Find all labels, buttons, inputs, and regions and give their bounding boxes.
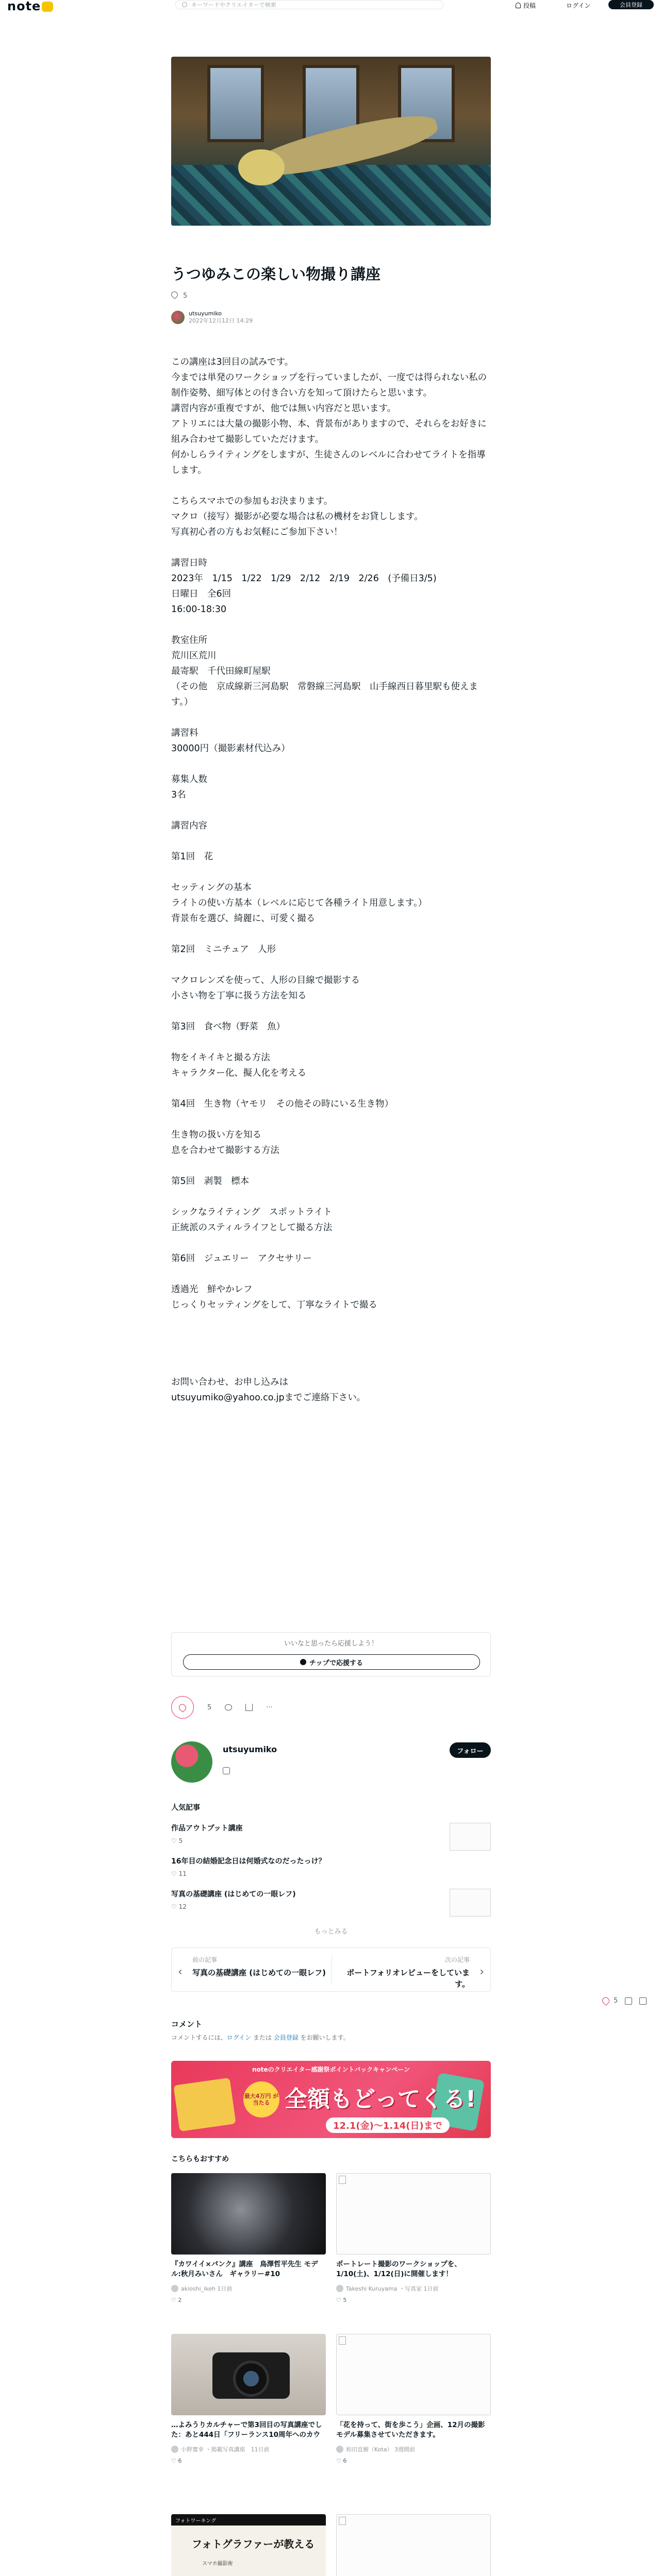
login-link[interactable]: ログイン bbox=[566, 2, 591, 9]
card-thumbnail: フォトワーキング フォトグラファーが教える スマホ撮影術 bbox=[171, 2514, 326, 2576]
comment-icon[interactable] bbox=[225, 1704, 232, 1710]
share-icon[interactable] bbox=[245, 1704, 253, 1711]
like-count: 5 bbox=[207, 1703, 212, 1711]
logo-mascot-icon bbox=[42, 2, 53, 12]
recommend-card[interactable]: …よみうりカルチャーで第3回目の写真講座でした：あと444日「フリーランス10周年へのカウ 小野寛幸 ・掲載写真講座 11日前 ♡ 6 bbox=[171, 2334, 326, 2464]
article-title: うつゆみこの楽しい物撮り講座 bbox=[171, 265, 381, 283]
comment-icon[interactable] bbox=[625, 1997, 632, 2005]
chevron-left-icon[interactable]: ‹ bbox=[178, 1965, 183, 1978]
pen-icon bbox=[516, 3, 521, 8]
note-logo[interactable]: note bbox=[7, 0, 53, 13]
article-body: この講座は3回目の試みです。 今までは単発のワークショップを行っていましたが、一度では得られない私の制作姿勢、細写体との付き合い方を知って頂けたらと思います。 講習内容が重複ですが、他では無い内容だと思います。 アトリエには大量の撮影小物、本、背景布がありますので、それらをお好きに組み合わせて撮影していただけます。 何かしらライティングをしますが、生徒さんのレベルに合わせてライトを指導します。 こちらスマホでの参加もお決まります。 マクロ（接写）撮影が必要な場合は私の機材をお貸しします。 写真初心者の方もお気軽にご参加下さい！ 講習日時 2023年 1/15 1/22 1/29 2/12 2/19 2/26 (予備日3/5) 日曜日 全6回 16:00-18:30 教室住所 荒川区荒川 最寄駅 千代田線町屋駅 （その他 京成線新三河島駅 常磐線三河島駅 山手線西日暮里駅も使えます。） 講習料 30000円（撮影素材代込み） 募集人数 3名 講習内容 第1回 花 セッティングの基本 ライトの使い方基本（レベルに応じて各種ライト用意します。） 背景布を選び、綺麗に、可愛く撮る 第2回 ミニチュア 人形 マクロレンズを使って、人形の目線で撮影する 小さい物を丁寧に扱う方法を知る 第3回 食べ物（野菜 魚） 物をイキイキと撮る方法 キャラクター化、擬人化を考える 第4回 生き物（ヤモリ その他その時にいる生き物） 生き物の扱い方を知る 息を合わせて撮影する方法 第5回 剥製 標本 シックなライティング スポットライト 正統派のスティルライフとして撮る方法 第6回 ジュエリー アクセサリー 透過光 鮮やかレフ じっくりセッティングをして、丁寧なライトで撮る お問い合わせ、お申し込みは utsuyumiko@yahoo.co.jpまでご連絡下さい。 bbox=[171, 357, 487, 1403]
signup-button[interactable]: 会員登録 bbox=[608, 0, 654, 9]
creator-avatar[interactable] bbox=[171, 1741, 212, 1783]
recommend-card[interactable] bbox=[171, 2514, 326, 2576]
campaign-banner[interactable] bbox=[171, 2061, 491, 2138]
popular-likes: ♡ 5 bbox=[171, 1837, 183, 1844]
heart-icon bbox=[170, 290, 179, 299]
comments-note: コメントするには、ログイン または 会員登録 をお願いします。 bbox=[171, 2034, 350, 2041]
card-thumbnail bbox=[336, 2334, 491, 2415]
coin-icon bbox=[300, 1659, 306, 1665]
more-icon[interactable]: ··· bbox=[266, 1703, 273, 1711]
card-thumbnail bbox=[171, 2334, 326, 2415]
card-thumbnail bbox=[336, 2173, 491, 2255]
popular-thumbnail bbox=[450, 1823, 491, 1851]
avatar[interactable] bbox=[171, 311, 185, 324]
prev-article[interactable]: 前の記事 写真の基礎講座 (はじめての一眼レフ) bbox=[192, 1956, 326, 1977]
share-icon[interactable] bbox=[639, 1997, 647, 2005]
like-button[interactable] bbox=[171, 1696, 194, 1719]
next-article[interactable]: 次の記事 ポートフォリオレビューをしています。 bbox=[346, 1956, 470, 1989]
avatar bbox=[171, 2446, 178, 2453]
recommend-card[interactable]: 『カワイイ×パンク』講座 鳥澤哲平先生 モデル:秋月みいさん ギャラリー#10 akioshi_ikeh 1日前 ♡ 2 bbox=[171, 2173, 326, 2303]
popular-item[interactable]: 写真の基礎講座 (はじめての一眼レフ) ♡ 12 bbox=[171, 1889, 491, 1916]
follow-button[interactable]: フォロー bbox=[450, 1742, 491, 1758]
article-actions bbox=[171, 1696, 273, 1719]
search-placeholder: キーワードやクリエイターで検索 bbox=[191, 2, 276, 8]
top-header bbox=[0, 0, 662, 11]
author-name[interactable]: utsuyumiko bbox=[189, 310, 222, 317]
recommend-card[interactable]: 「花を持って、街を歩こう」企画、12月の撮影モデル募集させていただきます。 和田直樹（Kota） 3週間前 ♡ 6 bbox=[336, 2334, 491, 2464]
card-thumbnail bbox=[171, 2173, 326, 2255]
more-link[interactable]: もっとみる bbox=[314, 1928, 348, 1936]
avatar bbox=[171, 2285, 178, 2292]
tip-button[interactable]: チップで応援する bbox=[183, 1654, 480, 1670]
support-label: いいなと思ったら応援しよう！ bbox=[284, 1640, 378, 1648]
hero-image bbox=[171, 57, 491, 226]
chevron-right-icon[interactable]: › bbox=[479, 1965, 484, 1978]
avatar bbox=[336, 2446, 343, 2453]
support-box bbox=[171, 1632, 491, 1676]
banner-date: 12.1(金)〜1.14(日)まで bbox=[326, 2117, 450, 2133]
heart-icon[interactable] bbox=[601, 1996, 610, 2006]
banner-ribbon: noteのクリエイター感謝祭ポイントバックキャンペーン bbox=[252, 2066, 410, 2073]
signup-link[interactable]: 会員登録 bbox=[273, 2034, 299, 2041]
popular-item[interactable]: 作品アウトプット講座 ♡ 5 bbox=[171, 1823, 491, 1850]
avatar bbox=[336, 2285, 343, 2292]
author-row[interactable] bbox=[171, 310, 253, 325]
comments-heading: コメント bbox=[171, 2020, 203, 2029]
creator-card bbox=[171, 1741, 491, 1788]
like-count-top[interactable]: 5 bbox=[171, 292, 187, 300]
popular-item[interactable]: 16年目の結婚記念日は何婚式なのだったっけ？ ♡ 11 bbox=[171, 1856, 491, 1883]
login-link[interactable]: ログイン bbox=[226, 2034, 252, 2041]
banner-headline: 全額もどってくる! bbox=[285, 2086, 476, 2112]
banner-badge: 最大4万円 が当たる bbox=[243, 2081, 279, 2117]
popular-heading: 人気記事 bbox=[171, 1804, 200, 1812]
floating-actions bbox=[602, 1997, 647, 2005]
search-input[interactable] bbox=[175, 0, 443, 9]
card-thumbnail bbox=[336, 2514, 491, 2576]
recommend-card[interactable] bbox=[336, 2514, 491, 2576]
creator-name[interactable]: utsuyumiko bbox=[223, 1744, 277, 1754]
popular-thumbnail bbox=[450, 1889, 491, 1917]
search-icon bbox=[182, 2, 187, 7]
recommend-heading: こちらもおすすめ bbox=[171, 2155, 229, 2163]
rss-icon[interactable] bbox=[223, 1767, 230, 1774]
recommend-card[interactable]: ポートレート撮影のワークショップを、1/10(土)、1/12(日)に開催します！ Takeshi Kuruyama ・写真家 1日前 ♡ 5 bbox=[336, 2173, 491, 2303]
publish-date: 2022年12月12日 14:29 bbox=[189, 317, 253, 324]
popular-likes: ♡ 11 bbox=[171, 1870, 187, 1877]
article-nav bbox=[171, 1947, 491, 1992]
floating-like-count: 5 bbox=[614, 1997, 618, 2005]
post-button[interactable]: 投稿 bbox=[516, 1, 536, 10]
heart-icon bbox=[177, 1702, 187, 1712]
popular-likes: ♡ 12 bbox=[171, 1903, 187, 1910]
